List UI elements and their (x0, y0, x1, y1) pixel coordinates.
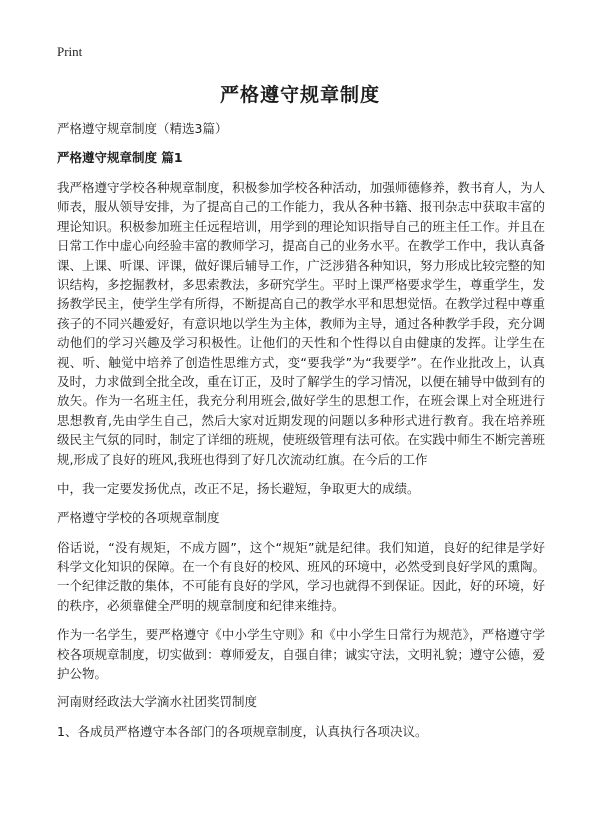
paragraph: 中，我一定要发扬优点，改正不足，扬长避短，争取更大的成绩。 (57, 481, 420, 497)
document-body (57, 120, 545, 752)
document-subtitle: 严格遵守规章制度（精选3篇） (57, 121, 228, 136)
paragraph: 俗话说，“没有规矩，不成方圆”，这个“规矩”就是纪律。我们知道，良好的纪律是学好科学文化知识的保障。在一个有良好的校风、班风的环境中，必然受到良好学风的熏陶。一个纪律泛散的集体，不可能有良好的学风，学习也就得不到保证。因此，好的环境，好的秩序，必须靠健全严明的规章制度和纪律来维持。 (57, 539, 545, 613)
section-heading-1: 严格遵守规章制度 篇1 (57, 150, 183, 165)
document-title: 严格遵守规章制度 (219, 84, 380, 106)
paragraph: 作为一名学生，要严格遵守《中小学生守则》和《中小学生日常行为规范》，严格遵守学校各项规章制度，切实做到：尊师爱友，自强自律；诚实守法，文明礼貌；遵守公德，爱护公物。 (57, 627, 545, 681)
paragraph: 1、各成员严格遵守本各部门的各项规章制度，认真执行各项决议。 (57, 724, 428, 740)
print-link[interactable]: Print (57, 44, 83, 59)
section-heading-2: 严格遵守学校的各项规章制度 (57, 509, 220, 525)
section-heading-3: 河南财经政法大学滴水社团奖罚制度 (57, 694, 258, 710)
paragraph: 我严格遵守学校各种规章制度，积极参加学校各种活动，加强师德修养，教书育人，为人师表，服从领导安排，为了提高自己的工作能力，我从各种书籍、报刊杂志中获取丰富的理论知识。积极参加班主任远程培训，用学到的理论知识指导自己的班主任工作。并且在日常工作中虚心向经验丰富的教师学习，提高自己的业务水平。在教学工作中，我认真备课、上课、听课、评课，做好课后辅导工作，广泛涉猎各种知识，努力形成比较完整的知识结构，多挖掘教材，多思索教法，多研究学生。平时上课严格要求学生，尊重学生，发扬教学民主，使学生学有所得，不断提高自己的教学水平和思想觉悟。在教学过程中尊重孩子的不同兴趣爱好，有意识地以学生为主体，教师为主导，通过各种教学手段，充分调动他们的学习兴趣及学习积极性。让他们的天性和个性得以自由健康的发挥。让学生在视、听、触觉中培养了创造性思维方式，变“要我学”为“我要学”。在作业批改上，认真及时，力求做到全批全改，重在订正，及时了解学生的学习情况，以便在辅导中做到有的放矢。作为一名班主任，我充分利用班会,做好学生的思想工作，在班会课上对全班进行思想教育,先由学生自己，然后大家对近期发现的问题以多种形式进行教育。我在培养班级民主气氛的同时，制定了详细的班规，使班级管理有法可依。在实践中师生不断完善班规,形成了良好的班风,我班也得到了好几次流动红旗。在今后的工作 (57, 180, 545, 467)
